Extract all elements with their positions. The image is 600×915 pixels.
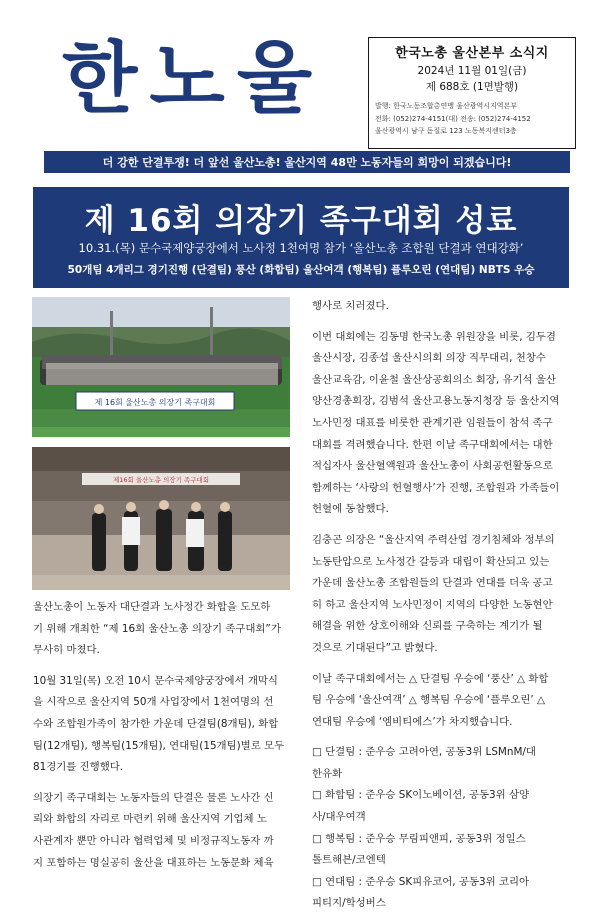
issue-date: 2024년 11월 01일(금) bbox=[417, 65, 527, 77]
article-line: 톨트해븐/코엔텍 bbox=[312, 854, 386, 867]
article-line: 81경기를 진행했다. bbox=[33, 761, 124, 774]
article-line: □ 행복팀 : 준우승 무림피앤피, 공동3위 정일스 bbox=[312, 832, 526, 845]
article-line: 적십자사 울산혈액원과 울산노총이 사회공헌활동으로 bbox=[312, 460, 553, 473]
issue-info-box bbox=[368, 37, 576, 149]
article-line: 의장기 족구대회는 노동자들의 단결은 물론 노사간 신 bbox=[33, 791, 274, 804]
article-line: 행사로 치러졌다. bbox=[312, 300, 389, 312]
publisher-info bbox=[375, 100, 569, 138]
article-line: 김충곤 의장은 “울산지역 주력산업 경기침체와 정부의 bbox=[312, 533, 555, 546]
paragraph-gap bbox=[33, 662, 291, 671]
article-line: 사관계자 뿐만 아니라 협력업체 및 비정규직노동자 까 bbox=[33, 834, 274, 847]
headline-box bbox=[33, 187, 569, 288]
group-photo bbox=[32, 297, 290, 437]
article-line: 것으로 기대된다”고 밝혔다. bbox=[312, 641, 438, 654]
article-line: □ 연대팀 : 준우승 SK피유코어, 공동3위 코리아 bbox=[312, 875, 530, 888]
paragraph-gap bbox=[312, 318, 574, 327]
article-right-column bbox=[312, 296, 574, 915]
article-line: 무사히 마쳤다. bbox=[33, 644, 100, 657]
org-name: 한국노총 울산본부 소식지 bbox=[395, 46, 549, 61]
article-line: 헌혈에 동참했다. bbox=[312, 503, 389, 516]
headline-results: 50개팀 4개리그 경기진행 (단결팀) 풍산 (화합팀) 울산여객 (행복팀) 플루오린 (연대팀) NBTS 우승 bbox=[67, 264, 535, 276]
article-line: 양산경총회장, 김범석 울산고용노동지청장 등 울산지역 bbox=[312, 395, 560, 408]
article-line: □ 화합팀 : 준우승 SK이노베이션, 공동3위 삼양 bbox=[312, 789, 530, 802]
paragraph-gap bbox=[33, 779, 291, 788]
article-line: 대회를 격려했습니다. 한편 이날 족구대회에서는 대한 bbox=[312, 438, 553, 451]
article-line: 뢰와 화합의 자리로 마련키 위해 울산지역 기업체 노 bbox=[33, 813, 267, 826]
article-line: 노사민정 대표를 비롯한 관계기관 임원들이 참석 족구 bbox=[312, 416, 553, 429]
article-line: 지 포함하는 명실공히 울산을 대표하는 노동문화 체육 bbox=[33, 856, 274, 869]
article-line: 히 하고 울산지역 노사민정이 지역의 다양한 노동현안 bbox=[312, 598, 553, 611]
article-line: 팀(12개팀), 행복팀(15개팀), 연대팀(15개팀)별로 모두 bbox=[33, 739, 285, 752]
banner-text-2: 제16회 울산노총 의장기 족구대회 bbox=[112, 476, 210, 484]
article-line: □ 단결팀 : 준우승 고려아연, 공동3위 LSMnM/대 bbox=[312, 746, 536, 759]
article-line: 함께하는 ‘사랑의 헌혈행사’가 진행, 조합원과 가족들이 bbox=[312, 481, 560, 494]
publisher-line: 발행: 한국노동조합총연맹 울산광역시지역본부 bbox=[375, 102, 518, 110]
article-line: 한유화 bbox=[312, 767, 343, 780]
banner-text-1: 제 16회 울산노총 의장기 족구대회 bbox=[94, 398, 216, 407]
article-line: 울산노총이 노동자 대단결과 노사정간 화합을 도모하 bbox=[33, 601, 271, 613]
article-line: 울산시장, 김종섭 울산시의회 의장 직무대리, 천창수 bbox=[312, 352, 546, 365]
article-line: 기 위해 개최한 “제 16회 울산노총 의장기 족구대회”가 bbox=[33, 622, 281, 635]
headline-title: 제 16회 의장기 족구대회 성료 bbox=[84, 203, 518, 239]
article-line: 피티지/학성버스 bbox=[312, 897, 386, 910]
article-line: 수와 조합원가족이 참가한 가운데 단결팀(8개팀), 화합 bbox=[33, 717, 279, 730]
award-photo bbox=[32, 447, 290, 590]
article-line: 팀 우승에 ‘울산여객’ △ 행복팀 우승에 ‘플루오린’ △ bbox=[312, 694, 545, 707]
paragraph-gap bbox=[312, 660, 574, 669]
article-line: 가운데 울산노총 조합원들의 단결과 연대를 더욱 공고 bbox=[312, 577, 553, 590]
slogan-bar: 더 강한 단결투쟁! 더 앞선 울산노총! 울산지역 48만 노동자들의 희망이 되겠습니다! bbox=[44, 151, 570, 173]
address-line: 울산광역시 남구 돋질로 123 노동복지센터3층 bbox=[375, 127, 517, 135]
newsletter-title: 한노울 bbox=[62, 34, 325, 124]
article-left-column bbox=[33, 597, 291, 874]
paragraph-gap bbox=[312, 733, 574, 742]
article-line: 연대팀 우승에 ‘엠비티에스’가 차지했습니다. bbox=[312, 715, 513, 728]
article-line: 을 시작으로 울산지역 50개 사업장에서 1천여명의 선 bbox=[33, 696, 274, 709]
article-line: 해결을 위한 상호이해와 신뢰를 구축하는 계기가 될 bbox=[312, 620, 543, 633]
headline-subtitle: 10.31.(목) 문수국제양궁장에서 노사정 1천여명 참가 ‘울산노총 조합원 단결과 연대강화’ bbox=[78, 241, 524, 255]
article-line: 10월 31일(목) 오전 10시 문수국제양궁장에서 개막식 bbox=[33, 674, 278, 687]
article-line: 이번 대회에는 김동명 한국노총 위원장을 비롯, 김두겸 bbox=[312, 330, 556, 343]
article-line: 이날 족구대회에서는 △ 단결팀 우승에 ‘풍산’ △ 화합 bbox=[312, 672, 549, 685]
article-line: 사/대우여객 bbox=[312, 811, 366, 824]
paragraph-gap bbox=[312, 521, 574, 530]
article-line: 울산교육감, 이윤철 울산상공회의소 회장, 유기석 울산 bbox=[312, 373, 556, 386]
phone-line: 전화: (052)274-4151(대) 전송: (052)274-4152 bbox=[375, 114, 531, 123]
issue-number: 제 688호 (1면발행) bbox=[425, 81, 519, 93]
article-line: 노동탄압으로 노사정간 갈등과 대립이 확산되고 있는 bbox=[312, 555, 550, 568]
